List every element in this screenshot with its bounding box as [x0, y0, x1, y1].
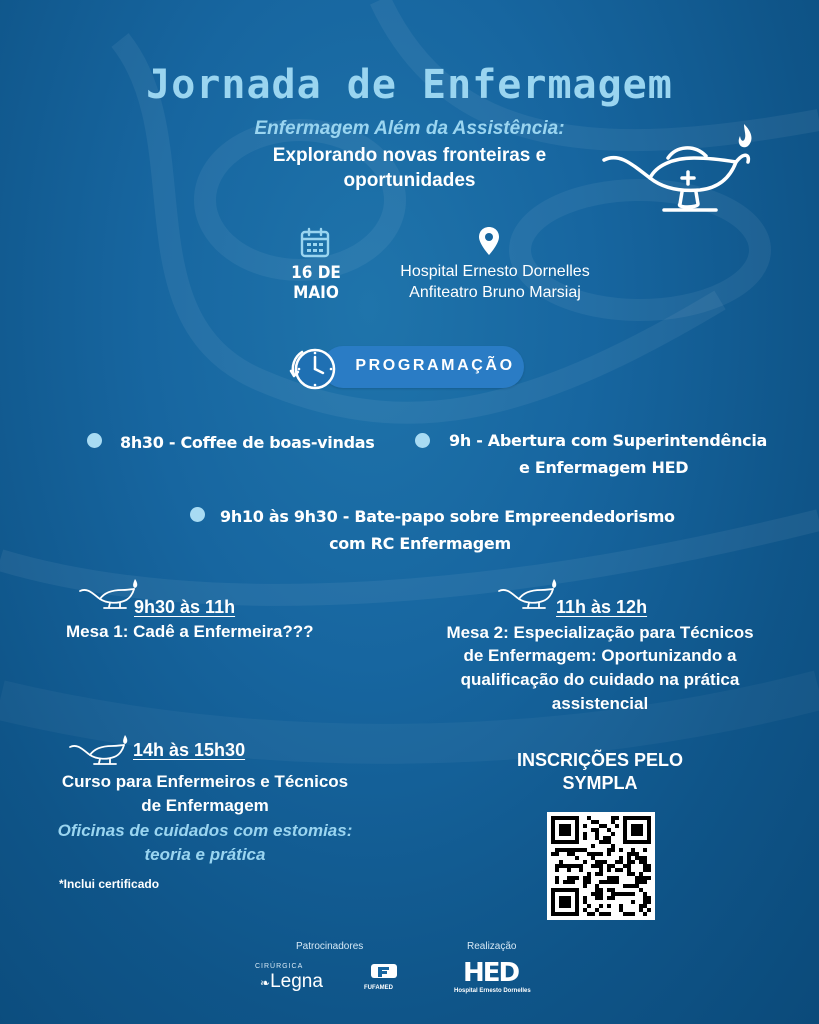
mesa2-line3: qualificação do cuidado na prática	[460, 670, 740, 689]
schedule-item-coffee: 8h30 - Coffee de boas-vindas	[120, 433, 375, 452]
small-lamp-icon	[78, 577, 138, 611]
subtitle-line2: oportunidades	[343, 170, 476, 191]
hed-logo: HED	[463, 958, 519, 988]
schedule-item-bate-papo-line1: 9h10 às 9h30 - Bate-papo sobre Empreendedorismo	[220, 507, 675, 526]
schedule-item-abertura-line2: e Enfermagem HED	[519, 458, 689, 477]
sponsors-label: Patrocinadores	[296, 941, 364, 952]
registration-line2: SYMPLA	[562, 773, 638, 793]
mesa1-title: Mesa 1: Cadê a Enfermeira???	[66, 622, 314, 641]
qr-code-pattern	[551, 816, 651, 916]
bullet-dot	[87, 433, 102, 448]
sponsor1-tag: CIRÚRGICA	[255, 963, 304, 970]
clock-icon	[288, 345, 338, 391]
sponsor-fufamed-label: FUFAMED	[364, 985, 393, 991]
small-lamp-icon	[497, 577, 557, 611]
curso-line1: Curso para Enfermeiros e Técnicos	[61, 772, 349, 791]
sponsor-fufamed-logo	[367, 963, 401, 985]
curso-time: 14h às 15h30	[133, 740, 246, 760]
page-title: Jornada de Enfermagem	[146, 62, 673, 108]
curso-italic1: Oficinas de cuidados com estomias:	[57, 821, 353, 840]
event-date: 16 DE MAIO	[291, 263, 341, 303]
venue-line1: Hospital Ernesto Dornelles	[400, 263, 590, 280]
curso-line2: de Enfermagem	[141, 796, 269, 815]
venue-line2: Anfiteatro Bruno Marsiaj	[409, 284, 581, 301]
mesa2-line4: assistencial	[551, 694, 649, 713]
nursing-lamp-icon	[598, 122, 756, 218]
certificate-note: *Inclui certificado	[59, 877, 160, 891]
mesa2-line2: de Enfermagem: Oportunizando a	[463, 646, 737, 665]
hed-caption: Hospital Ernesto Dornelles	[454, 988, 531, 994]
leaf-icon: ❧	[260, 976, 271, 990]
location-pin-icon	[478, 226, 500, 256]
subtitle-italic: Enfermagem Além da Assistência:	[254, 118, 565, 139]
subtitle-line1: Explorando novas fronteiras e	[272, 145, 547, 166]
mesa2-time: 11h às 12h	[556, 597, 648, 617]
schedule-item-bate-papo-line2: com RC Enfermagem	[329, 534, 511, 553]
bullet-dot	[190, 507, 205, 522]
curso-italic2: teoria e prática	[144, 845, 266, 864]
schedule-item-abertura-line1: 9h - Abertura com Superintendência	[449, 431, 768, 450]
realizacao-label: Realização	[467, 941, 517, 952]
small-lamp-icon	[68, 733, 128, 767]
programacao-label: PROGRAMAÇÃO	[355, 357, 515, 374]
mesa2-line1: Mesa 2: Especialização para Técnicos	[446, 623, 754, 642]
bullet-dot	[415, 433, 430, 448]
qr-code[interactable]	[547, 812, 655, 920]
calendar-icon	[299, 227, 331, 259]
sponsor-legna-logo: ❧Legna	[260, 971, 323, 992]
registration-line1: INSCRIÇÕES PELO	[516, 750, 684, 770]
mesa1-time: 9h30 às 11h	[134, 597, 236, 617]
